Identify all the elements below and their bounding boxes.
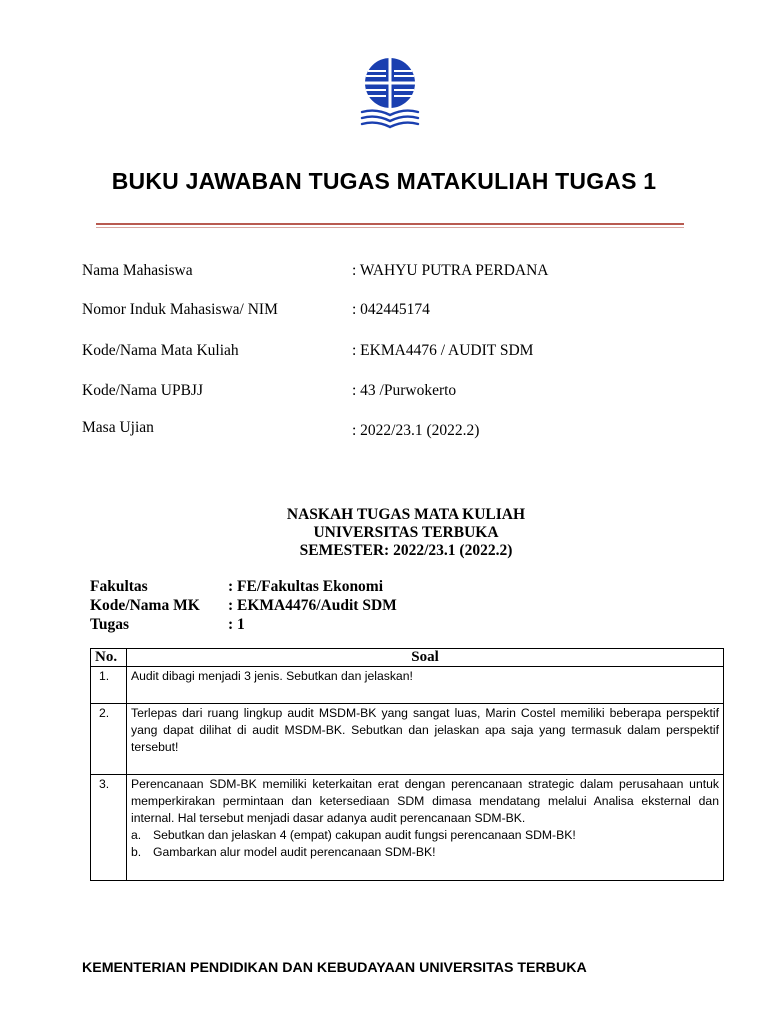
title-divider [96,223,684,225]
table-header-row [91,649,724,667]
info-value: : 43 /Purwokerto [352,382,457,399]
course-label: Kode/Nama MK [90,597,200,614]
course-value: : FE/Fakultas Ekonomi [228,578,384,595]
title-divider-shadow [96,227,684,228]
column-header-soal: Soal [127,649,724,667]
info-value: : EKMA4476 / AUDIT SDM [352,342,534,359]
naskah-line: UNIVERSITAS TERBUKA [313,524,499,541]
info-label: Kode/Nama Mata Kuliah [82,342,239,359]
university-logo-icon [358,56,422,130]
info-label: Masa Ujian [82,419,154,436]
page-title: BUKU JAWABAN TUGAS MATAKULIAH TUGAS 1 [111,168,657,194]
question-text: Audit dibagi menjadi 3 jenis. Sebutkan dan jelaskan! [127,667,724,704]
info-value: : WAHYU PUTRA PERDANA [352,262,549,279]
question-cell [127,775,724,881]
sub-question-text: Sebutkan dan jelaskan 4 (empat) cakupan audit fungsi perencanaan SDM-BK! [153,828,576,842]
question-text: Perencanaan SDM-BK memiliki keterkaitan erat dengan perencanaan strategic dalam perusahaan untuk memperkirakan permintaan dan ketersediaan SDM dimasa mendatang melalui Analisa eksternal dan internal. Hal tersebut menjadi dasar adanya audit perencanaan SDM-BK. [131,777,719,825]
naskah-line: NASKAH TUGAS MATA KULIAH [286,506,526,523]
info-label: Nomor Induk Mahasiswa/ NIM [82,301,278,318]
question-number: 1. [91,667,127,704]
naskah-heading [0,506,768,560]
sub-question-text: Gambarkan alur model audit perencanaan SDM-BK! [153,845,436,859]
question-text: Terlepas dari ruang lingkup audit MSDM-BK yang sangat luas, Marin Costel memiliki beberapa perspektif yang dapat dilihat di audit MSDM-BK. Sebutkan dan jelaskan apa saja yang termasuk dalam perspektif tersebut! [127,704,724,775]
info-label: Nama Mahasiswa [82,262,193,279]
course-label: Tugas [90,616,130,633]
naskah-line: SEMESTER: 2022/23.1 (2022.2) [299,542,513,559]
info-value: : 2022/23.1 (2022.2) [352,422,480,439]
sub-question-a [131,827,719,844]
column-header-no: No. [91,649,127,667]
sub-question-letter: b. [131,845,142,859]
course-value: : EKMA4476/Audit SDM [228,597,397,614]
question-number: 3. [91,775,127,881]
table-row [91,704,724,775]
table-row [91,775,724,881]
course-value: : 1 [228,616,245,633]
question-table [90,648,724,881]
sub-question-b [131,844,719,861]
info-label: Kode/Nama UPBJJ [82,382,203,399]
course-label: Fakultas [90,578,148,595]
page-footer: KEMENTERIAN PENDIDIKAN DAN KEBUDAYAAN UNIVERSITAS TERBUKA [82,960,587,976]
info-value: : 042445174 [352,301,430,318]
question-number: 2. [91,704,127,775]
table-row [91,667,724,704]
sub-question-letter: a. [131,828,142,842]
